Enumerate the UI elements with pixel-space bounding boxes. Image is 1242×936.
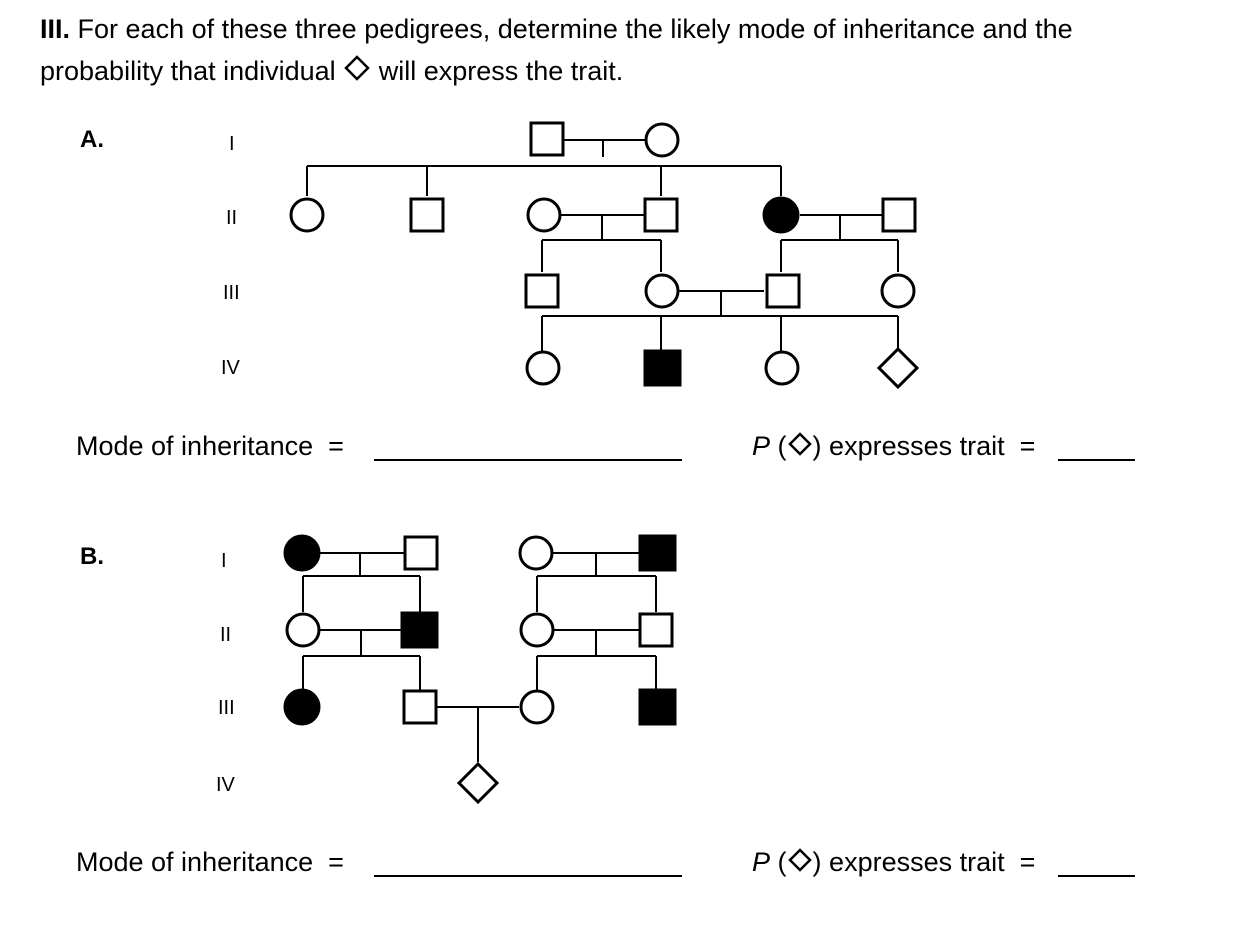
probability-p: P xyxy=(752,847,771,877)
gen-label-a-3: III xyxy=(223,282,240,304)
equals-sign: = xyxy=(1019,847,1036,877)
gen-label-a-1: I xyxy=(229,133,235,155)
unaffected-male xyxy=(883,199,915,231)
unaffected-female xyxy=(291,199,323,231)
mode-label-text: Mode of inheritance xyxy=(76,847,314,877)
unaffected-female xyxy=(646,124,678,156)
unaffected-male xyxy=(767,275,799,307)
query-individual-diamond xyxy=(879,349,917,387)
unaffected-female xyxy=(528,199,560,231)
gen-label-a-2: II xyxy=(226,207,238,229)
affected-male xyxy=(640,690,675,724)
affected-male xyxy=(645,351,680,385)
affected-male xyxy=(402,613,437,647)
mode-answer-blank-b[interactable] xyxy=(374,875,682,877)
affected-female xyxy=(285,536,319,570)
unaffected-male xyxy=(404,691,436,723)
pedigree-b xyxy=(285,536,675,802)
affected-female xyxy=(285,690,319,724)
affected-female xyxy=(764,198,798,232)
unaffected-male xyxy=(645,199,677,231)
pedigree-a xyxy=(291,123,917,387)
unaffected-female xyxy=(287,614,319,646)
gen-label-b-4: IV xyxy=(216,774,235,796)
gen-label-a-4: IV xyxy=(221,357,240,379)
diamond-icon xyxy=(787,847,813,873)
gen-label-b-1: I xyxy=(221,550,227,572)
section-b-label: B. xyxy=(80,543,104,570)
question-number: III. xyxy=(40,14,71,44)
question-text-1: For each of these three pedigrees, determine the likely mode of inheritance and the xyxy=(77,14,1073,44)
probability-answer-blank-b[interactable] xyxy=(1058,875,1135,877)
equals-sign: = xyxy=(1019,431,1036,461)
unaffected-male xyxy=(640,614,672,646)
equals-sign: = xyxy=(328,431,344,461)
unaffected-male xyxy=(405,537,437,569)
mode-label-text: Mode of inheritance xyxy=(76,431,314,461)
unaffected-female xyxy=(766,352,798,384)
probability-text: expresses trait xyxy=(829,847,1005,877)
unaffected-female xyxy=(521,691,553,723)
paren-open: ( xyxy=(777,431,787,461)
paren-open: ( xyxy=(777,847,787,877)
query-individual-diamond xyxy=(459,764,497,802)
gen-label-b-3: III xyxy=(218,697,235,719)
mode-label-a xyxy=(76,431,344,462)
unaffected-female xyxy=(521,614,553,646)
gen-label-b-2: II xyxy=(220,624,232,646)
section-a-label: A. xyxy=(80,126,104,153)
affected-male xyxy=(640,536,675,570)
mode-label-b xyxy=(76,847,344,878)
unaffected-female xyxy=(527,352,559,384)
probability-label-a xyxy=(752,431,1035,462)
paren-close: ) xyxy=(812,847,822,877)
mode-answer-blank-a[interactable] xyxy=(374,459,682,461)
probability-answer-blank-a[interactable] xyxy=(1058,459,1135,461)
unaffected-female xyxy=(882,275,914,307)
equals-sign: = xyxy=(328,847,344,877)
diamond-icon xyxy=(787,431,813,457)
question-text-2b: will express the trait. xyxy=(378,56,624,86)
question-text-2a: probability that individual xyxy=(40,56,336,86)
probability-label-b xyxy=(752,847,1035,878)
unaffected-male xyxy=(526,275,558,307)
unaffected-female xyxy=(520,537,552,569)
paren-close: ) xyxy=(812,431,822,461)
probability-p: P xyxy=(752,431,771,461)
unaffected-male xyxy=(531,123,563,155)
unaffected-male xyxy=(411,199,443,231)
probability-text: expresses trait xyxy=(829,431,1005,461)
unaffected-female xyxy=(646,275,678,307)
